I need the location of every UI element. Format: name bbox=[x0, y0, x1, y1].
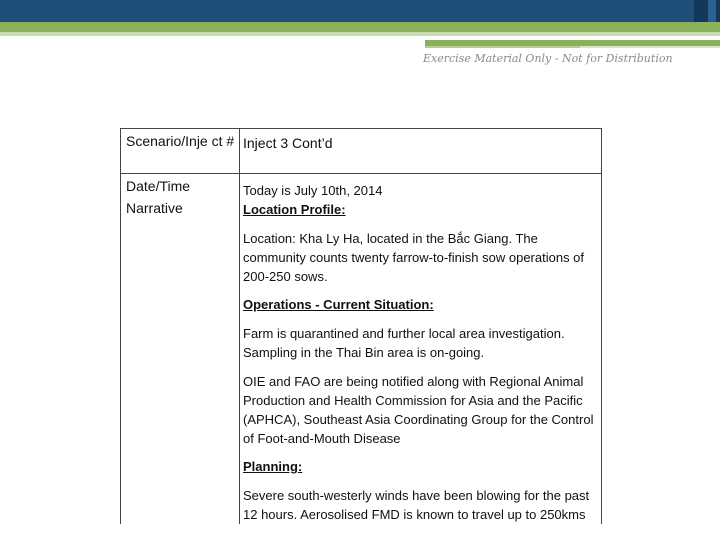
operations-heading: Operations - Current Situation: bbox=[243, 297, 434, 312]
label-cell bbox=[121, 174, 240, 525]
header-thin-band-right bbox=[580, 46, 720, 48]
location-text: Location: Kha Ly Ha, located in the Bắc Giang. The community counts twenty farrow-to-finish sow operations of 200-250 sows. bbox=[243, 231, 585, 284]
header-thin-band-light bbox=[425, 46, 580, 48]
narrative-label: Narrative bbox=[126, 200, 183, 216]
date-time-label: Date/Time bbox=[126, 178, 191, 194]
value-cell bbox=[240, 174, 602, 525]
value-cell bbox=[240, 129, 602, 174]
planning-heading: Planning: bbox=[243, 459, 303, 474]
inject-table bbox=[120, 128, 602, 524]
table-row-scenario bbox=[121, 129, 602, 174]
operations-text-1: Farm is quarantined and further local area investigation. Sampling in the Thai Bin area is on-going. bbox=[243, 326, 565, 360]
operations-text-2: OIE and FAO are being notified along with Regional Animal Production and Health Commission for Asia and the Pacific (APHCA), Southeast Asia Coordinating Group for the Control of Foot-and-Mouth Disease bbox=[243, 374, 594, 446]
scenario-value: Inject 3 Cont’d bbox=[243, 135, 333, 151]
location-profile-heading: Location Profile: bbox=[243, 202, 346, 217]
header-band-green-light bbox=[0, 32, 720, 36]
distribution-watermark: Exercise Material Only - Not for Distribution bbox=[423, 52, 673, 65]
header-band-blue bbox=[0, 0, 720, 22]
header-band-green bbox=[0, 22, 720, 32]
scenario-label: Scenario/Inje ct # bbox=[126, 133, 235, 149]
planning-text: Severe south-westerly winds have been blowing for the past 12 hours. Aerosolised FMD is known to travel up to 250kms bbox=[243, 488, 590, 522]
header-band-blue-accent-stripe bbox=[708, 0, 716, 22]
header-band-blue-accent bbox=[694, 0, 720, 22]
date-time-value: Today is July 10th, 2014 bbox=[243, 183, 383, 198]
table-row-details bbox=[121, 174, 602, 525]
label-cell bbox=[121, 129, 240, 174]
